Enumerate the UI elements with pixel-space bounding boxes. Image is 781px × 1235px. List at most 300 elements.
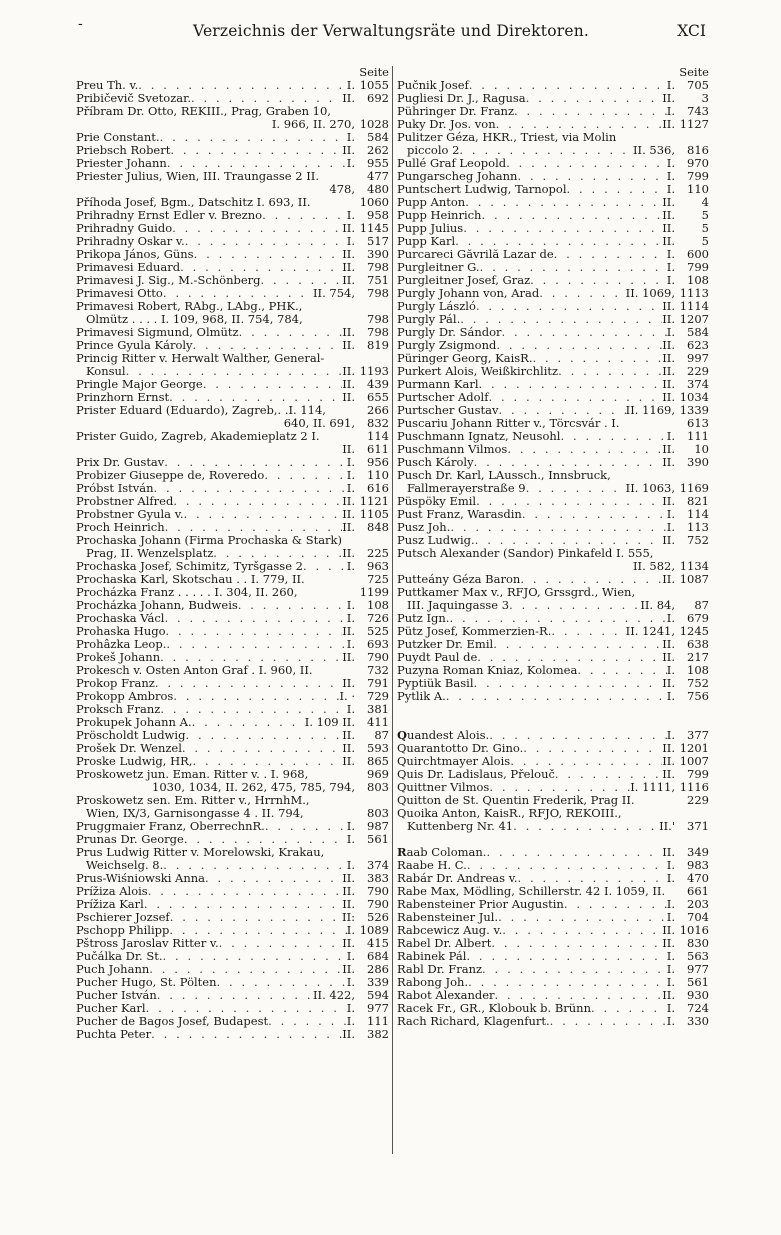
index-entry — [397, 846, 709, 859]
index-entry — [397, 560, 709, 573]
entry-page-number: 371 — [687, 820, 709, 833]
entry-page-number: 111 — [367, 1015, 389, 1028]
entry-volume-ref: I. — [666, 872, 675, 885]
index-entry — [397, 235, 709, 248]
dot-leader — [449, 612, 666, 625]
entry-page-number: 229 — [687, 794, 709, 807]
entry-volume-ref: I. — [346, 612, 355, 625]
index-entry — [397, 352, 709, 365]
dot-leader — [169, 391, 342, 404]
entry-volume-ref: II. — [342, 872, 355, 885]
entry-page-number: 798 — [367, 287, 389, 300]
page-header — [76, 16, 706, 52]
entry-name: Pučnik Josef — [397, 79, 469, 92]
entry-volume-ref: II. — [342, 1028, 355, 1041]
index-entry — [76, 716, 389, 729]
entry-page-number: 832 — [367, 417, 389, 430]
index-entry — [76, 872, 389, 885]
entry-name: 1030, 1034, II. 262, 475, 785, 794, — [152, 781, 355, 794]
entry-page-number: 561 — [367, 833, 389, 846]
entry-page-number: 1199 — [359, 586, 389, 599]
entry-page-number: 970 — [687, 157, 709, 170]
entry-name: Olmütz . . . . I. 109, 968, II. 754, 784, — [86, 313, 303, 326]
entry-name: Rabot Alexander — [397, 989, 495, 1002]
entry-volume-ref: I. — [666, 1015, 675, 1028]
entry-name: Prunas Dr. George — [76, 833, 184, 846]
dot-leader — [498, 911, 667, 924]
index-entry — [76, 768, 389, 781]
entry-name: Putz Ign. — [397, 612, 450, 625]
index-entry — [76, 196, 389, 209]
entry-page-number: 1121 — [359, 495, 389, 508]
entry-page-number: 616 — [367, 482, 389, 495]
entry-name: Pullé Graf Leopold — [397, 157, 507, 170]
entry-volume-ref: I. — [346, 976, 355, 989]
entry-name: Quoika Anton, KaisR., RFJO, REKOIII., — [397, 807, 622, 820]
entry-volume-ref: I. — [346, 599, 355, 612]
index-entry — [76, 508, 389, 521]
index-entry — [397, 326, 709, 339]
index-entry — [397, 105, 709, 118]
entry-name: Purcareci Găvrilă Lazar de — [397, 248, 554, 261]
dot-leader — [476, 300, 662, 313]
entry-volume-ref: II. — [662, 235, 675, 248]
entry-volume-ref: II. — [342, 144, 355, 157]
index-entry — [397, 573, 709, 586]
entry-volume-ref: II. — [662, 742, 675, 755]
dot-leader — [165, 521, 343, 534]
dot-leader — [163, 287, 313, 300]
dot-leader — [555, 768, 662, 781]
entry-name: Purgly Dr. Sándor — [397, 326, 502, 339]
entry-volume-ref: II. — [342, 885, 355, 898]
index-entry — [76, 781, 389, 794]
entry-volume-ref: II. — [342, 391, 355, 404]
entry-volume-ref: I. — [346, 560, 355, 573]
dot-leader — [459, 144, 633, 157]
dot-leader — [144, 898, 342, 911]
dot-leader — [509, 599, 640, 612]
entry-page-number: 108 — [367, 599, 389, 612]
dot-leader — [160, 703, 346, 716]
entry-name: Prokopp Ambros — [76, 690, 174, 703]
entry-page-number: 1207 — [679, 313, 709, 326]
dot-leader — [170, 144, 342, 157]
index-entry — [76, 287, 389, 300]
entry-volume-ref: I. — [666, 898, 675, 911]
entry-volume-ref: I. 1111, — [630, 781, 675, 794]
dot-leader — [172, 222, 342, 235]
entry-volume-ref: II. — [342, 339, 355, 352]
entry-name: Prochaska Václ — [76, 612, 165, 625]
entry-name: Prister Guido, Zagreb, Akademieplatz 2 I. — [76, 430, 320, 443]
entry-page-number: 217 — [687, 651, 709, 664]
entry-volume-ref: II. — [662, 365, 675, 378]
dot-leader — [564, 898, 667, 911]
entry-name: Prihradny Ernst Edler v. Brezno — [76, 209, 263, 222]
index-entry — [397, 404, 709, 417]
dot-leader — [506, 157, 667, 170]
index-entry — [397, 339, 709, 352]
entry-name: Proske Ludwig, HR, — [76, 755, 193, 768]
entry-volume-ref: II. — [662, 339, 675, 352]
dot-leader — [163, 950, 347, 963]
entry-name: Pröscholdt Ludwig — [76, 729, 186, 742]
entry-volume-ref: II. 1241, — [625, 625, 675, 638]
entry-page-number: 113 — [687, 521, 709, 534]
index-entry — [397, 248, 709, 261]
right-column — [397, 66, 709, 1028]
entry-name: Procházka Johann, Budweis — [76, 599, 238, 612]
dot-leader — [261, 274, 343, 287]
entry-volume-ref: I. — [346, 235, 355, 248]
dot-leader — [466, 950, 666, 963]
entry-volume-ref: I. — [666, 664, 675, 677]
page-mark: - — [78, 16, 83, 32]
entry-page-number: 729 — [367, 690, 389, 703]
entry-page-number: 4 — [701, 196, 709, 209]
entry-name: Pusz Joh. — [397, 521, 451, 534]
index-entry — [397, 456, 709, 469]
index-entry — [397, 391, 709, 404]
entry-volume-ref: II. — [662, 92, 675, 105]
entry-volume-ref: I. — [666, 248, 675, 261]
entry-page-number: 1028 — [359, 118, 389, 131]
entry-page-number: 816 — [687, 144, 709, 157]
entry-volume-ref: II. — [662, 118, 675, 131]
entry-volume-ref: I. — [346, 820, 355, 833]
entry-volume-ref: II. — [662, 651, 675, 664]
dot-leader — [151, 1028, 342, 1041]
dot-leader — [217, 976, 347, 989]
entry-page-number: 655 — [367, 391, 389, 404]
entry-volume-ref: II. — [342, 963, 355, 976]
entry-volume-ref: II. — [342, 508, 355, 521]
entry-volume-ref: II. — [662, 313, 675, 326]
index-entry — [397, 794, 709, 807]
entry-volume-ref: I. — [666, 170, 675, 183]
entry-volume-ref: II. — [662, 768, 675, 781]
entry-page-number: 266 — [367, 404, 389, 417]
entry-page-number: 584 — [687, 326, 709, 339]
entry-name: Puntschert Ludwig, Tarnopol — [397, 183, 567, 196]
entry-volume-ref: I. — [346, 638, 355, 651]
entry-volume-ref: II. — [342, 547, 355, 560]
entry-name: Puschmann Vilmos — [397, 443, 508, 456]
index-entry — [76, 209, 389, 222]
entry-volume-ref: II. — [662, 937, 675, 950]
index-entry — [397, 638, 709, 651]
dot-leader — [502, 924, 662, 937]
dot-leader — [167, 157, 347, 170]
dot-leader — [479, 378, 663, 391]
entry-page-number: 470 — [687, 872, 709, 885]
entry-volume-ref: II. — [662, 391, 675, 404]
entry-name: Purtscher Gustav — [397, 404, 499, 417]
column-divider — [392, 66, 393, 1154]
entry-page-number: 480 — [367, 183, 389, 196]
entry-page-number: 725 — [367, 573, 389, 586]
index-entry — [397, 872, 709, 885]
dot-leader — [489, 391, 663, 404]
entry-page-number: 1007 — [679, 755, 709, 768]
entry-volume-ref: I. — [666, 183, 675, 196]
index-entry — [397, 521, 709, 534]
entry-page-number: 613 — [687, 417, 709, 430]
index-entry — [76, 456, 389, 469]
entry-page-number: 756 — [687, 690, 709, 703]
entry-name: Pruggmaier Franz, OberrechnR. — [76, 820, 265, 833]
dot-leader — [502, 326, 667, 339]
index-entry — [76, 1028, 389, 1041]
entry-page-number: 600 — [687, 248, 709, 261]
entry-name: Prohâzka Leop. — [76, 638, 167, 651]
index-entry — [76, 170, 389, 183]
entry-name: Rabinek Pál — [397, 950, 467, 963]
entry-volume-ref: I. — [666, 521, 675, 534]
entry-page-number: 415 — [367, 937, 389, 950]
entry-page-number: 955 — [367, 157, 389, 170]
entry-name: Püspöky Emil — [397, 495, 477, 508]
entry-name: Pulitzer Géza, HKR., Triest, via Molin — [397, 131, 617, 144]
entry-volume-ref: II. — [342, 898, 355, 911]
entry-volume-ref: II. — [342, 625, 355, 638]
entry-name: Raab Coloman. — [397, 846, 487, 859]
index-entry — [397, 599, 709, 612]
entry-volume-ref: I. — [666, 950, 675, 963]
entry-name: 640, II. 691, — [283, 417, 355, 430]
index-entry — [76, 846, 389, 859]
entry-page-number: 791 — [367, 677, 389, 690]
entry-name: 478, — [329, 183, 355, 196]
index-entry — [397, 482, 709, 495]
entry-page-number: 752 — [687, 534, 709, 547]
index-entry — [397, 755, 709, 768]
dot-leader — [474, 677, 663, 690]
dot-leader — [303, 560, 347, 573]
entry-name: Konsul — [86, 365, 126, 378]
entry-volume-ref: II. — [342, 742, 355, 755]
entry-page-number: 977 — [687, 963, 709, 976]
index-entry — [76, 638, 389, 651]
entry-volume-ref: II. — [662, 989, 675, 1002]
index-entry — [397, 430, 709, 443]
index-entry — [397, 664, 709, 677]
entry-page-number: 286 — [367, 963, 389, 976]
index-entry — [397, 222, 709, 235]
index-entry — [397, 508, 709, 521]
entry-page-number: 692 — [367, 92, 389, 105]
entry-page-number: 229 — [687, 365, 709, 378]
entry-page-number: 799 — [687, 170, 709, 183]
index-entry — [76, 469, 389, 482]
entry-name: Quis Dr. Ladislaus, Přelouč — [397, 768, 555, 781]
index-entry — [397, 781, 709, 794]
index-entry — [397, 313, 709, 326]
index-entry — [76, 703, 389, 716]
entry-page-number: 803 — [367, 807, 389, 820]
entry-name: Wien, IX/3, Garnisongasse 4 . II. 794, — [86, 807, 304, 820]
entry-name: Purgleitner Josef, Graz — [397, 274, 531, 287]
dot-leader — [166, 625, 343, 638]
index-entry — [397, 170, 709, 183]
dot-leader — [146, 1002, 347, 1015]
entry-name: Raabe H. C. — [397, 859, 467, 872]
index-entry — [76, 352, 389, 365]
index-entry — [76, 235, 389, 248]
index-entry — [397, 859, 709, 872]
entry-name: Quandest Alois. — [397, 729, 490, 742]
index-entry — [397, 677, 709, 690]
entry-name: Pupp Julius — [397, 222, 464, 235]
dot-leader — [489, 781, 630, 794]
entry-volume-ref: I. — [666, 976, 675, 989]
entry-name: Proksch Franz — [76, 703, 161, 716]
entry-name: Pugliesi Dr. J., Ragusa — [397, 92, 526, 105]
entry-volume-ref: I. — [666, 261, 675, 274]
dot-leader — [550, 1015, 667, 1028]
index-entry — [76, 573, 389, 586]
index-entry — [397, 417, 709, 430]
index-entry — [397, 924, 709, 937]
entry-page-number: 110 — [687, 183, 709, 196]
entry-volume-ref: II. 84, — [640, 599, 675, 612]
dot-leader — [486, 846, 662, 859]
dot-leader — [526, 92, 663, 105]
entry-name: Pust Franz, Warasdin — [397, 508, 522, 521]
entry-volume-ref: II. — [662, 924, 675, 937]
dot-leader — [477, 651, 662, 664]
entry-volume-ref: II. — [662, 222, 675, 235]
dot-leader — [520, 573, 662, 586]
dot-leader — [219, 937, 343, 950]
dot-leader — [205, 872, 342, 885]
index-entry — [76, 677, 389, 690]
dot-leader — [262, 209, 347, 222]
entry-name: Rabe Max, Mödling, Schillerstr. 42 I. 1059, II. — [397, 885, 666, 898]
dot-leader — [474, 456, 663, 469]
index-entry — [397, 118, 709, 131]
entry-name: Preu Th. v. — [76, 79, 139, 92]
entry-name: Rabcewicz Aug. v. — [397, 924, 503, 937]
index-entry — [76, 950, 389, 963]
entry-name: Pütz Josef, Kommerzien-R. — [397, 625, 552, 638]
right-entries — [397, 79, 709, 1028]
entry-page-number: 411 — [367, 716, 389, 729]
index-entry — [397, 534, 709, 547]
entry-page-number: 987 — [367, 820, 389, 833]
entry-volume-ref: I. — [346, 482, 355, 495]
dot-leader — [476, 495, 662, 508]
dot-leader — [180, 261, 342, 274]
entry-page-number: 5 — [701, 235, 709, 248]
dot-leader — [184, 833, 347, 846]
entry-volume-ref: II. — [662, 209, 675, 222]
dot-leader — [577, 664, 666, 677]
entry-name: Purgleitner G. — [397, 261, 480, 274]
dot-leader — [169, 924, 346, 937]
index-entry — [397, 742, 709, 755]
entry-name: Probstner Gyula v. — [76, 508, 184, 521]
dot-leader — [192, 716, 305, 729]
entry-name: Prie Constant. — [76, 131, 160, 144]
entry-page-number: 349 — [687, 846, 709, 859]
index-entry — [397, 768, 709, 781]
entry-name: Prag, II. Wenzelsplatz — [86, 547, 214, 560]
entry-volume-ref: I. — [666, 274, 675, 287]
dot-leader — [463, 222, 662, 235]
entry-name: Příhoda Josef, Bgm., Datschitz I. 693, II. — [76, 196, 311, 209]
index-entry — [76, 547, 389, 560]
dot-leader — [507, 443, 662, 456]
entry-page-number: 803 — [367, 781, 389, 794]
dot-leader — [517, 170, 666, 183]
entry-name: Pučálka Dr. St. — [76, 950, 163, 963]
dot-leader — [182, 742, 342, 755]
dot-leader — [268, 1015, 347, 1028]
index-entry — [397, 937, 709, 950]
index-entry — [397, 469, 709, 482]
entry-name: Pytlik A. — [397, 690, 446, 703]
index-entry — [397, 196, 709, 209]
index-entry — [76, 755, 389, 768]
entry-page-number: 1245 — [679, 625, 709, 638]
entry-page-number: 517 — [367, 235, 389, 248]
entry-page-number: 526 — [367, 911, 389, 924]
entry-volume-ref: I. · — [339, 690, 355, 703]
index-entry — [397, 261, 709, 274]
entry-volume-ref: I. — [346, 131, 355, 144]
entry-page-number: 5 — [701, 222, 709, 235]
entry-name: Princig Ritter v. Herwalt Walther, General- — [76, 352, 325, 365]
entry-volume-ref: II. 1169, — [625, 404, 675, 417]
index-entry — [76, 339, 389, 352]
entry-page-number: 110 — [367, 469, 389, 482]
entry-volume-ref: I. — [346, 859, 355, 872]
entry-page-number: 111 — [687, 430, 709, 443]
entry-page-number: 752 — [687, 677, 709, 690]
index-entry — [76, 807, 389, 820]
dot-leader — [126, 365, 343, 378]
entry-name: Prokop Franz — [76, 677, 155, 690]
entry-name: Pungarscheg Johann — [397, 170, 518, 183]
entry-page-number: 790 — [367, 898, 389, 911]
dot-leader — [183, 508, 342, 521]
index-entry — [76, 963, 389, 976]
entry-name: Racek Fr., GR., Klobouk b. Brünn — [397, 1002, 591, 1015]
entry-page-number: 10 — [694, 443, 709, 456]
entry-name: Weichselg. 8. — [86, 859, 164, 872]
entry-volume-ref: I. — [666, 326, 675, 339]
index-entry — [397, 690, 709, 703]
entry-name: Püringer Georg, KaisR. — [397, 352, 533, 365]
entry-volume-ref: II. — [342, 651, 355, 664]
entry-page-number: 203 — [687, 898, 709, 911]
index-entry — [76, 729, 389, 742]
entry-page-number: 743 — [687, 105, 709, 118]
entry-page-number: 798 — [367, 313, 389, 326]
entry-volume-ref: II. — [342, 521, 355, 534]
index-entry — [76, 742, 389, 755]
index-entry — [76, 248, 389, 261]
entry-volume-ref: II. — [662, 352, 675, 365]
index-entry — [397, 651, 709, 664]
page-number: XCI — [677, 22, 706, 40]
dot-leader — [482, 963, 667, 976]
entry-page-number: 969 — [367, 768, 389, 781]
entry-name: Pusch Károly — [397, 456, 474, 469]
entry-name: Rabl Dr. Franz — [397, 963, 483, 976]
